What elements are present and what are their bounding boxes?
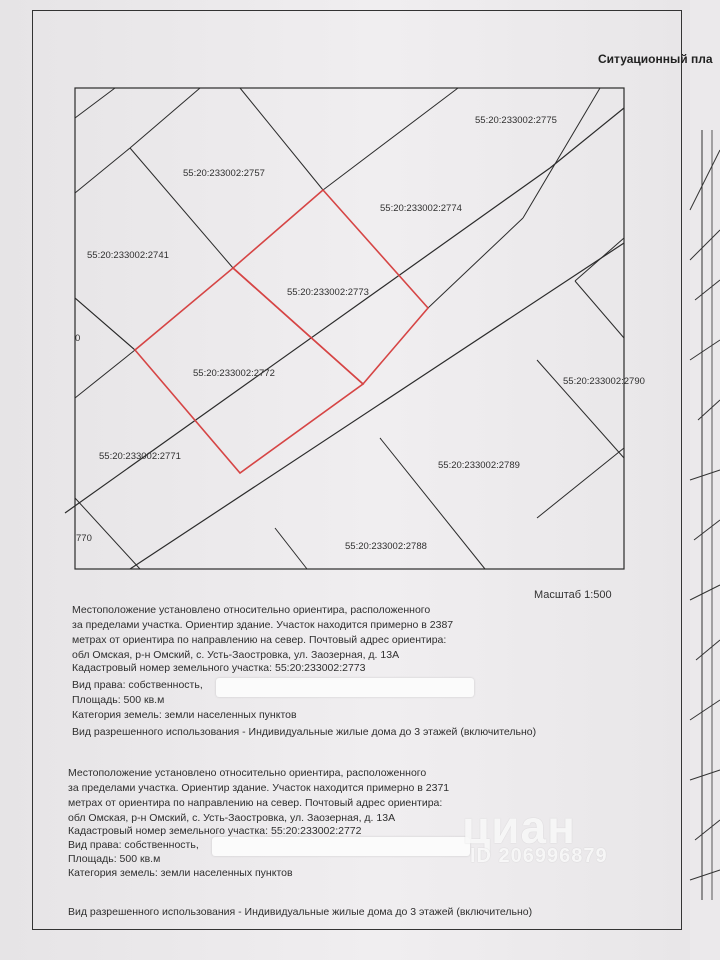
block2-line: за пределами участка. Ориентир здание. Участок находится примерно в 2371 [68, 782, 450, 794]
parcel-label: 55:20:233002:2757 [183, 168, 265, 179]
block1-permitted-use: Вид разрешенного использования - Индивидуальные жилые дома до 3 этажей (включительно) [72, 726, 537, 738]
parcel-label: 55:20:233002:2772 [193, 368, 275, 379]
cadastral-map [75, 88, 645, 569]
parcel-label: 55:20:233002:2789 [438, 460, 520, 471]
parcel-label: 55:20:233002:2774 [380, 203, 462, 214]
block2-permitted-use: Вид разрешенного использования - Индивидуальные жилые дома до 3 этажей (включительно) [68, 906, 533, 918]
block2-cadastral-number: Кадастровый номер земельного участка: 55:20:233002:2772 [68, 825, 362, 837]
adjacent-page-drawing [690, 0, 720, 960]
block2-line: Местоположение установлено относительно ориентира, расположенного [68, 767, 427, 779]
block1-category: Категория земель: земли населенных пунктов [72, 709, 297, 721]
block1-line: метрах от ориентира по направлению на север. Почтовый адрес ориентира: [72, 634, 447, 646]
parcel-label: 55:20:233002:2790 [563, 376, 645, 387]
block1-cadastral-number: Кадастровый номер земельного участка: 55:20:233002:2773 [72, 662, 366, 674]
watermark-id: ID 206996879 [470, 845, 608, 867]
adjacent-page [690, 0, 720, 960]
page-title: Ситуационный пла [598, 52, 713, 66]
block2-category: Категория земель: земли населенных пунктов [68, 867, 293, 879]
parcel-label: 55:20:233002:2771 [99, 451, 181, 462]
block2-line: обл Омская, р-н Омский, с. Усть-Заостровка, ул. Заозерная, д. 13А [68, 812, 396, 824]
parcel-label: 770 [76, 533, 92, 544]
parcel-label: 55:20:233002:2775 [475, 115, 557, 126]
block1-line: Местоположение установлено относительно ориентира, расположенного [72, 604, 431, 616]
parcel-label: 55:20:233002:2788 [345, 541, 427, 552]
watermark-logo: циан [462, 801, 576, 853]
block1-line: за пределами участка. Ориентир здание. Участок находится примерно в 2387 [72, 619, 454, 631]
parcel-label: 0 [75, 333, 81, 344]
highlighted-parcels [135, 190, 428, 473]
block1-area: Площадь: 500 кв.м [72, 694, 165, 706]
parcel-label: 55:20:233002:2741 [87, 250, 169, 261]
block1-line: обл Омская, р-н Омский, с. Усть-Заостровка, ул. Заозерная, д. 13А [72, 649, 400, 661]
map-border [75, 88, 624, 569]
map-scale: Масштаб 1:500 [534, 589, 612, 601]
parcel-label: 55:20:233002:2773 [287, 287, 369, 298]
redacted-field [212, 837, 470, 856]
block2-ownership: Вид права: собственность, [68, 839, 199, 851]
parcel-boundaries [75, 88, 624, 569]
redacted-field [216, 678, 474, 697]
block2-area: Площадь: 500 кв.м [68, 853, 161, 865]
block2-line: метрах от ориентира по направлению на север. Почтовый адрес ориентира: [68, 797, 443, 809]
block1-ownership: Вид права: собственность, [72, 679, 203, 691]
